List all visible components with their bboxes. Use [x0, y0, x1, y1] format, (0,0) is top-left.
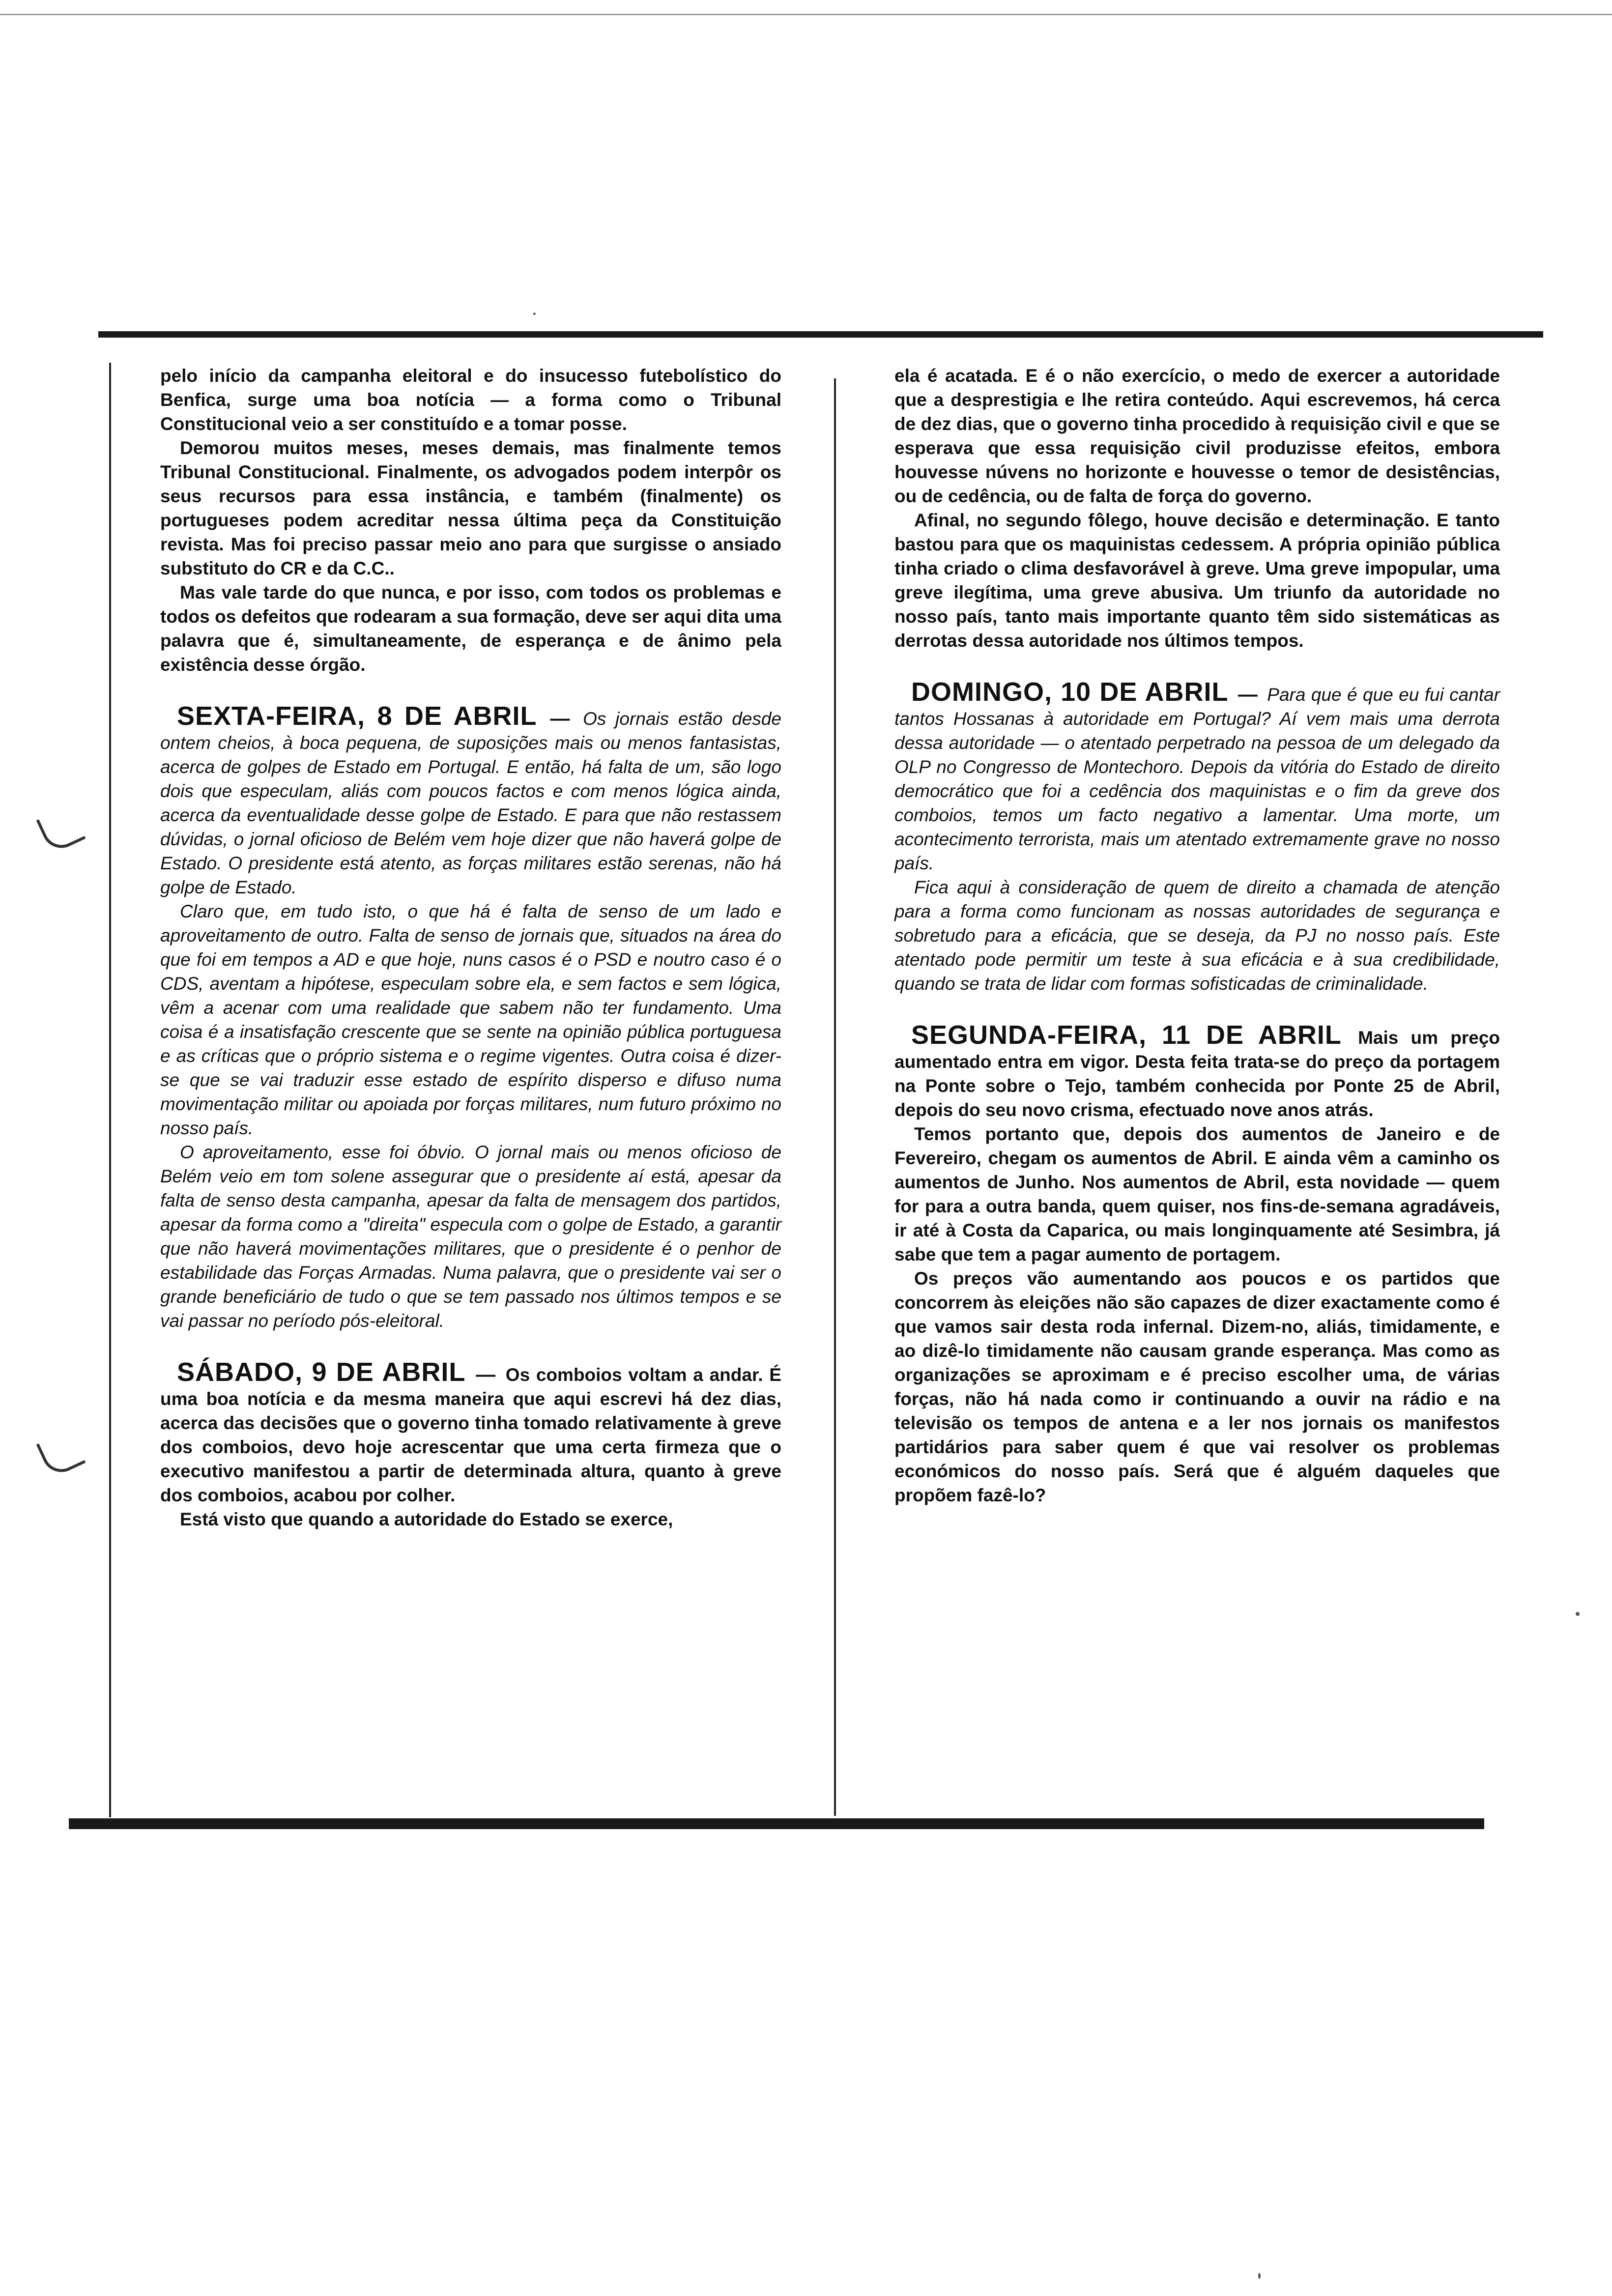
entry-date-heading: SÁBADO, 9 DE ABRIL: [177, 1357, 466, 1387]
entry-dash: —: [1238, 684, 1258, 705]
entry-lead-text: Mais um preço aumentado entra em vigor. Desta feita trata-se do preço da portagem na Ponte sobre o Tejo, também conhecida por Ponte 25 de Abril, depois do seu novo crisma, efectuado nove anos atrás.: [894, 1028, 1500, 1120]
scan-speck: [533, 313, 536, 315]
entry-dash: —: [476, 1364, 496, 1385]
entry-paragraph: Os preços vão aumentando aos poucos e os partidos que concorrem às eleições não são capazes de dizer exactamente como é que vamos sair desta roda infernal. Dizem-no, aliás, timidamente, e ao dizê-lo timidamente não causam grande esperança. Mas como as organizações se aproximam e é preciso escolher uma, de várias forças, não há nada como ir continuando a ouvir na rádio e na televisão os tempos de antena e a ler nos jornais os manifestos partidários para saber quem é que vai resolver os problemas económicos do nosso país. Será que é alguém daqueles que propõem fazê-lo?: [894, 1268, 1500, 1505]
diary-entry-domingo: [894, 677, 1500, 996]
entry-date-heading: DOMINGO, 10 DE ABRIL: [911, 677, 1229, 707]
entry-lead-text: Os jornais estão desde ontem cheios, à boca pequena, de suposições mais ou menos fantasistas, acerca de golpes de Estado em Portugal. E então, há falta de um, são logo dois que especulam, aliás com poucos factos e com menos lógica ainda, acerca da eventualidade desse golpe de Estado. E para que não restassem dúvidas, o jornal oficioso de Belém vem hoje dizer que não haverá golpe de Estado. O presidente está atento, as forças militares estão serenas, não há golpe de Estado.: [160, 709, 782, 897]
left-margin-divider: [109, 363, 111, 1817]
entry-paragraph: Está visto que quando a autoridade do Estado se exerce,: [180, 1509, 673, 1529]
entry-lead-text: Para que é que eu fui cantar tantos Hossanas à autoridade em Portugal? Aí vem mais uma derrota dessa autoridade — o atentado perpetrado na pessoa de um delegado da OLP no Congresso de Montechoro. Depois da vitória do Estado de direito democrático que foi a cedência dos maquinistas e o fim da greve dos comboios, temos um facto negativo a lamentar. Uma morte, um acontecimento terrorista, mais um atentado extremamente grave no nosso país.: [894, 685, 1500, 873]
diary-entry-sabado: [160, 1357, 781, 1531]
right-intro-paragraph: ela é acatada. E é o não exercício, o medo de exercer a autoridade que a desprestigia e lhe retira conteúdo. Aqui escrevemos, há cerca de dez dias, que o governo tinha procedido à requisição civil e que se esperava que essa requisição civil produzisse efeitos, embora houvesse núvens no horizonte e houvesse o temor de desistências, ou de cedência, ou de falta de força do governo.: [894, 366, 1500, 506]
column-divider: [834, 378, 836, 1816]
entry-dash: —: [550, 708, 570, 729]
top-rule: [98, 331, 1543, 338]
diary-entry-segunda: [894, 1020, 1500, 1507]
diary-entry-sexta: [160, 701, 782, 1333]
entry-paragraph: O aproveitamento, esse foi óbvio. O jornal mais ou menos oficioso de Belém veio em tom solene assegurar que o presidente aí está, apesar da falta de senso desta campanha, apesar da falta de mensagem dos partidos, apesar da forma como a "direita" especula com o golpe de Estado, a garantir que não haverá movimentações militares, que o presidente é o penhor de estabilidade das Forças Armadas. Numa palavra, que o presidente vai ser o grande beneficiário de tudo o que se tem passado nos últimos tempos e se vai passar no período pós-eleitoral.: [160, 1142, 781, 1331]
left-intro-paragraph: pelo início da campanha eleitoral e do insucesso futebolístico do Benfica, surge uma boa notícia — a forma como o Tribunal Constitucional veio a ser constituído e a tomar posse.: [160, 366, 781, 434]
entry-lead-text: Os comboios voltam a andar. É uma boa notícia e da mesma maneira que aqui escrevi há dez dias, acerca das decisões que o governo tinha tomado relativamente à greve dos comboios, devo hoje acrescentar que uma certa firmeza que o executivo manifestou a partir de determinada altura, quanto à greve dos comboios, acabou por colher.: [160, 1365, 781, 1505]
margin-hole-mark: [36, 805, 86, 855]
right-column: [894, 364, 1500, 1507]
bottom-rule: [69, 1818, 1484, 1829]
entry-paragraph: Claro que, em tudo isto, o que há é falta de senso de um lado e aproveitamento de outro. Falta de senso de jornais que, situados na área do que foi em tempos a AD e que hoje, nuns casos é o PSD e noutro caso é o CDS, aventam a hipótese, especulam sobre ela, e sem factos e sem lógica, vêm a acenar com uma realidade que sabem não ter fundamento. Uma coisa é a insatisfação crescente que se sente na opinião pública portuguesa e as críticas que o próprio sistema e o regime vigentes. Outra coisa é dizer-se que se vai traduzir esse estado de espírito disperso e difuso numa movimentação militar ou apoiada por forças militares, num futuro próximo no nosso país.: [160, 901, 781, 1138]
margin-hole-mark: [36, 1429, 86, 1479]
scan-speck: [1576, 1612, 1580, 1616]
left-intro-paragraph: Mas vale tarde do que nunca, e por isso, com todos os problemas e todos os defeitos que rodearam a sua formação, deve ser aqui dita uma palavra que é, simultaneamente, de esperança e de ânimo pela existência desse órgão.: [160, 582, 781, 675]
scan-speck: [1258, 2273, 1261, 2279]
entry-date-heading: SEXTA-FEIRA, 8 DE ABRIL: [177, 701, 537, 731]
top-scan-edge-line: [0, 14, 1612, 15]
right-intro-paragraph: Afinal, no segundo fôlego, houve decisão e determinação. E tanto bastou para que os maquinistas cedessem. A própria opinião pública tinha criado o clima desfavorável à greve. Uma greve impopular, uma greve ilegítima, uma greve abusiva. Um triunfo da autoridade no nosso país, tanto mais importante quanto têm sido sistemáticas as derrotas dessa autoridade nos últimos tempos.: [894, 510, 1500, 651]
entry-paragraph: Fica aqui à consideração de quem de direito a chamada de atenção para a forma como funcionam as nossas autoridades de segurança e sobretudo para a eficácia, que se deseja, da PJ no nosso país. Este atentado pode permitir um teste à sua eficácia e à sua credibilidade, quando se trata de lidar com formas sofisticadas de criminalidade.: [894, 877, 1500, 994]
left-column: [160, 364, 781, 1531]
entry-paragraph: Temos portanto que, depois dos aumentos de Janeiro e de Fevereiro, chegam os aumentos de Abril. E ainda vêm a caminho os aumentos de Junho. Nos aumentos de Abril, esta novidade — quem for para a outra banda, quem quiser, nos fins-de-semana agradáveis, ir até à Costa da Caparica, ou mais longinquamente até Sesimbra, já sabe que tem a pagar aumento de portagem.: [894, 1124, 1500, 1264]
left-intro-paragraph: Demorou muitos meses, meses demais, mas finalmente temos Tribunal Constitucional. Finalmente, os advogados podem interpôr os seus recursos para essa instância, e também (finalmente) os portugueses podem acreditar nessa última peça da Constituição revista. Mas foi preciso passar meio ano para que surgisse o ansiado substituto do CR e da C.C..: [160, 438, 781, 578]
entry-date-heading: SEGUNDA-FEIRA, 11 DE ABRIL: [911, 1020, 1342, 1050]
